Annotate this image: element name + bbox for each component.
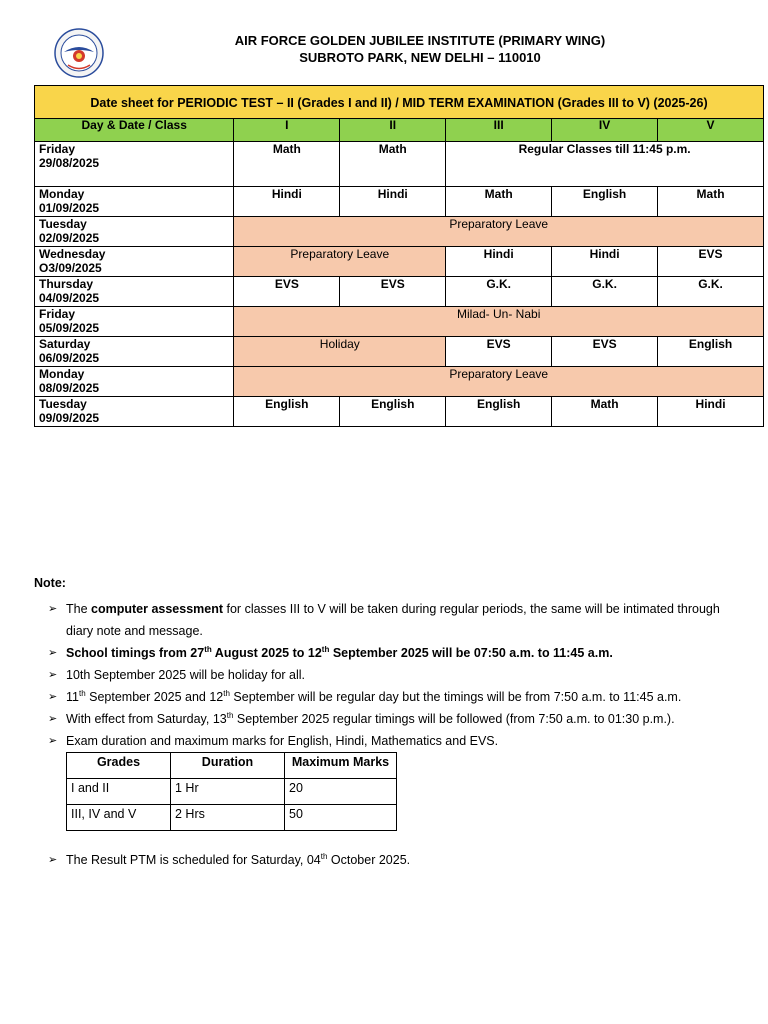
note-text: for classes III to V will be taken during regular periods, the same will be intimated through diary note and message. [66, 602, 720, 638]
col-header-class-1: I [234, 119, 340, 142]
subject-cell: Math [552, 397, 658, 427]
ordinal-suffix: th [78, 688, 86, 698]
table-row [35, 397, 764, 427]
col-header-duration: Duration [171, 753, 285, 779]
note-text: September 2025 will be 07:50 a.m. to 11:45 a.m. [329, 646, 613, 660]
subject-cell: G.K. [552, 277, 658, 307]
day-date-cell [35, 307, 234, 337]
subject-cell: Math [234, 142, 340, 187]
duration-cell: 1 Hr [171, 779, 285, 805]
subject-cell: Hindi [340, 187, 446, 217]
day-label: Friday [39, 307, 76, 321]
preparatory-leave-cell: Preparatory Leave [234, 217, 764, 247]
preparatory-leave-cell: Preparatory Leave [234, 247, 446, 277]
note-text: September 2025 and 12 [85, 690, 224, 704]
ordinal-suffix: th [226, 710, 234, 720]
table-row [35, 337, 764, 367]
note-text: School timings from 27 [66, 646, 205, 660]
day-date-cell [35, 337, 234, 367]
note-item [48, 708, 748, 730]
table-row [35, 307, 764, 337]
col-header-grades: Grades [67, 753, 171, 779]
subject-cell: EVS [552, 337, 658, 367]
note-text: The Result PTM is scheduled for Saturday, 04 [66, 853, 321, 868]
date-label: 08/09/2025 [39, 381, 100, 395]
date-label: O3/09/2025 [39, 261, 102, 275]
col-header-class-5: V [658, 119, 764, 142]
preparatory-leave-cell: Preparatory Leave [234, 367, 764, 397]
holiday-cell: Milad- Un- Nabi [234, 307, 764, 337]
subject-cell: English [552, 187, 658, 217]
subject-cell: Math [446, 187, 552, 217]
note-text: October 2025. [327, 853, 411, 868]
marks-cell: 50 [285, 805, 397, 831]
day-date-cell [35, 397, 234, 427]
notes-list [48, 598, 748, 752]
subject-cell: Math [658, 187, 764, 217]
note-text: September 2025 regular timings will be followed (from 7:50 a.m. to 01:30 p.m.). [233, 712, 675, 726]
day-date-cell [35, 187, 234, 217]
day-date-cell [35, 247, 234, 277]
table-row [67, 805, 397, 831]
ordinal-suffix: th [320, 852, 328, 861]
subject-cell: EVS [446, 337, 552, 367]
school-name: AIR FORCE GOLDEN JUBILEE INSTITUTE (PRIMARY WING) [234, 33, 606, 48]
holiday-cell: Holiday [234, 337, 446, 367]
table-title-row [35, 86, 764, 119]
subject-cell: Hindi [234, 187, 340, 217]
ptm-note [48, 852, 410, 867]
subject-cell: EVS [658, 247, 764, 277]
subject-cell: Hindi [552, 247, 658, 277]
col-header-class-3: III [446, 119, 552, 142]
subject-cell: EVS [340, 277, 446, 307]
subject-cell: English [658, 337, 764, 367]
date-label: 04/09/2025 [39, 291, 100, 305]
day-label: Tuesday [39, 397, 87, 411]
note-item [48, 686, 748, 708]
day-date-cell [35, 367, 234, 397]
note-text: The [66, 602, 92, 616]
note-text: Exam duration and maximum marks for English, Hindi, Mathematics and EVS. [66, 734, 499, 748]
table-row [35, 277, 764, 307]
day-label: Monday [39, 187, 85, 201]
date-sheet-table [34, 85, 764, 427]
ordinal-suffix: th [204, 644, 212, 654]
grades-cell: III, IV and V [67, 805, 171, 831]
note-heading: Note: [34, 576, 66, 590]
day-label: Saturday [39, 337, 91, 351]
table-row [35, 217, 764, 247]
marks-header-row [67, 753, 397, 779]
note-text: August 2025 to 12 [211, 646, 322, 660]
day-label: Friday [39, 142, 76, 156]
ordinal-suffix: th [321, 644, 330, 654]
date-label: 02/09/2025 [39, 231, 100, 245]
subject-cell: G.K. [446, 277, 552, 307]
note-item [48, 642, 748, 664]
note-emphasis: computer assessment [91, 602, 224, 616]
table-row [35, 367, 764, 397]
subject-cell: Math [340, 142, 446, 187]
table-row [35, 187, 764, 217]
date-label: 01/09/2025 [39, 201, 100, 215]
school-address: SUBROTO PARK, NEW DELHI – 110010 [299, 50, 541, 65]
marks-cell: 20 [285, 779, 397, 805]
day-label: Tuesday [39, 217, 87, 231]
subject-cell: English [446, 397, 552, 427]
exam-marks-table [66, 752, 397, 831]
institute-emblem-icon [54, 28, 104, 78]
note-text: September will be regular day but the timings will be from 7:50 a.m. to 11:45 a.m. [229, 690, 682, 704]
duration-cell: 2 Hrs [171, 805, 285, 831]
date-label: 29/08/2025 [39, 156, 100, 170]
day-date-cell [35, 142, 234, 187]
col-header-max-marks: Maximum Marks [285, 753, 397, 779]
note-item [48, 730, 748, 752]
subject-cell: Hindi [658, 397, 764, 427]
note-item [48, 598, 748, 642]
table-row [35, 142, 764, 187]
col-header-class-2: II [340, 119, 446, 142]
day-date-cell [35, 277, 234, 307]
col-header-class-4: IV [552, 119, 658, 142]
note-text: 10th September 2025 will be holiday for all. [66, 668, 306, 682]
date-sheet-title: Date sheet for PERIODIC TEST – II (Grades I and II) / MID TERM EXAMINATION (Grades III to V) (2025-26) [35, 86, 764, 119]
table-header-row [35, 119, 764, 142]
day-label: Monday [39, 367, 85, 381]
subject-cell: English [340, 397, 446, 427]
date-label: 05/09/2025 [39, 321, 100, 335]
note-item [48, 664, 748, 686]
subject-cell: G.K. [658, 277, 764, 307]
date-label: 09/09/2025 [39, 411, 100, 425]
table-row [35, 247, 764, 277]
subject-cell: Hindi [446, 247, 552, 277]
subject-cell: EVS [234, 277, 340, 307]
date-label: 06/09/2025 [39, 351, 100, 365]
col-header-day: Day & Date / Class [35, 119, 234, 142]
subject-cell: English [234, 397, 340, 427]
ordinal-suffix: th [223, 688, 230, 698]
note-text: 11 [66, 690, 79, 704]
note-text: With effect from Saturday, 13 [66, 712, 227, 726]
day-label: Thursday [39, 277, 94, 291]
day-label: Wednesday [39, 247, 106, 261]
regular-classes-cell: Regular Classes till 11:45 p.m. [446, 142, 764, 187]
table-row [67, 779, 397, 805]
grades-cell: I and II [67, 779, 171, 805]
day-date-cell [35, 217, 234, 247]
